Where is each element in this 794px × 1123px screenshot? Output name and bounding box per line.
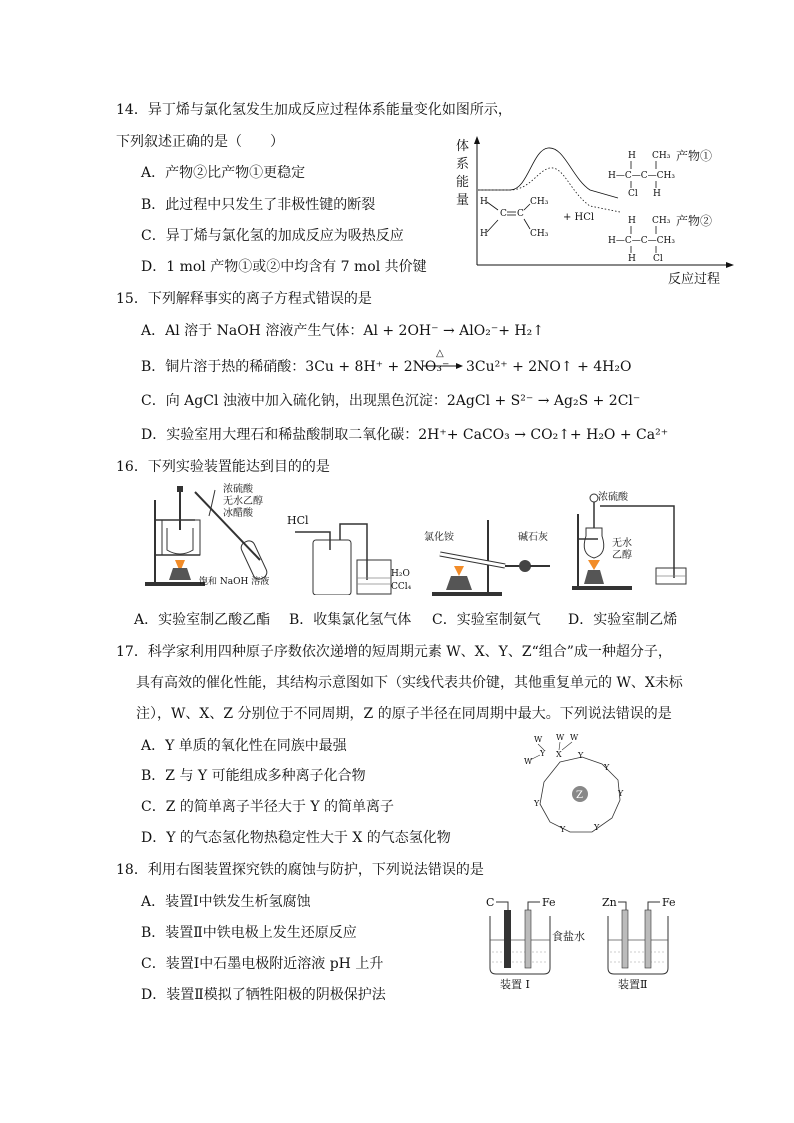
q17-option-d: D．Y 的气态氢化物热稳定性大于 X 的气态氢化物 (141, 830, 451, 846)
svg-text:H: H (628, 254, 636, 264)
y-axis-label-1: 体 (456, 139, 470, 154)
q16-option-c: C．实验室制氨气 (432, 612, 541, 628)
energy-diagram (450, 130, 740, 290)
q14-option-d: D．1 mol 产物①或②中均含有 7 mol 共价键 (141, 259, 427, 275)
apparatus-c (420, 510, 555, 600)
electrode-c-label: C (486, 896, 495, 909)
svg-text:CH₃: CH₃ (530, 197, 549, 207)
label-water-b: H₂O (391, 569, 410, 579)
svg-text:H—C—C—CH₃: H—C—C—CH₃ (608, 236, 675, 246)
corrosion-cells-diagram (480, 890, 690, 990)
electrode-zn-label: Zn (602, 896, 617, 909)
q17-stem-line2: 具有高效的催化性能，其结构示意图如下（实线代表共价键，其他重复单元的 W、X未标 (136, 675, 683, 691)
svg-text:CH₃: CH₃ (652, 151, 671, 161)
salt-water-label: 食盐水 (552, 930, 585, 943)
svg-text:CH₃: CH₃ (530, 229, 549, 239)
svg-text:Cl: Cl (653, 254, 663, 264)
label-ethanol-a: 无水乙醇 (223, 496, 263, 507)
svg-text:Y: Y (618, 789, 624, 798)
svg-text:C: C (517, 209, 524, 219)
svg-text:W: W (570, 733, 579, 742)
label-conc-h2so4-d: 浓硫酸 (598, 492, 628, 503)
ring-center-atom: Z (576, 790, 583, 801)
q17-stem-line1: 17．科学家利用四种原子序数依次递增的短周期元素 W、X、Y、Z“组合”成一种超分子， (116, 644, 672, 660)
q15-option-d: D．实验室用大理石和稀盐酸制取二氧化碳：2H⁺+ CaCO₃ → CO₂↑+ H₂O + Ca²⁺ (141, 427, 669, 443)
svg-text:Cl: Cl (628, 189, 638, 199)
electrode-fe1-label: Fe (542, 896, 556, 909)
svg-text:H—C—C—CH₃: H—C—C—CH₃ (608, 171, 675, 181)
q15-option-c: C．向 AgCl 浊液中加入硫化钠，出现黑色沉淀：2AgCl + S²⁻ → Ag₂S + 2Cl⁻ (141, 393, 641, 409)
q18-option-b: B．装置Ⅱ中铁电极上发生还原反应 (141, 925, 357, 941)
product2-label: 产物② (676, 214, 713, 228)
svg-text:CH₃: CH₃ (652, 216, 671, 226)
q17-option-a: A．Y 单质的氧化性在同族中最强 (141, 738, 347, 754)
device-1-label: 装置 Ⅰ (500, 978, 530, 990)
svg-text:Y: Y (540, 749, 546, 758)
label-acetic-acid-a: 冰醋酸 (223, 508, 253, 519)
q14-option-a: A．产物②比产物①更稳定 (141, 165, 306, 181)
svg-text:H: H (628, 216, 636, 226)
label-naoh-a: 饱和 NaOH 溶液 (199, 577, 270, 587)
q15-stem: 15．下列解释事实的离子方程式错误的是 (116, 291, 372, 307)
q18-stem: 18．利用右图装置探究铁的腐蚀与防护，下列说法错误的是 (116, 862, 484, 878)
svg-text:Y: Y (604, 763, 610, 772)
svg-text:H: H (628, 151, 636, 161)
q17-stem-line3: 注），W、X、Z 分别位于不同周期，Z 的原子半径在同周期中最大。下列说法错误的是 (136, 706, 672, 722)
q16-option-b: B．收集氯化氢气体 (289, 612, 412, 628)
q18-option-d: D．装置Ⅱ模拟了牺牲阳极的阴极保护法 (141, 987, 386, 1003)
supramolecule-diagram (520, 732, 645, 844)
svg-text:C: C (500, 209, 507, 219)
svg-text:Y: Y (560, 825, 566, 834)
svg-text:W: W (524, 757, 533, 766)
svg-text:H: H (653, 189, 661, 199)
y-axis-label-3: 能 (456, 175, 470, 190)
label-ccl4-b: CCl₄ (391, 582, 412, 592)
svg-text:H: H (480, 197, 488, 207)
q18-option-a: A．装置Ⅰ中铁发生析氢腐蚀 (141, 894, 311, 910)
hcl-label: + HCl (563, 212, 595, 223)
x-axis-label: 反应过程 (668, 272, 721, 287)
product1-label: 产物① (676, 149, 713, 163)
q16-stem: 16．下列实验装置能达到目的的是 (116, 459, 330, 475)
label-anhydrous-d: 无水 (612, 538, 632, 549)
label-ethanol-d: 乙醇 (612, 550, 632, 561)
q17-option-b: B．Z 与 Y 可能组成多种离子化合物 (141, 768, 366, 784)
apparatus-d (560, 484, 690, 594)
q14-stem-line2: 下列叙述正确的是（ ） (116, 134, 284, 150)
svg-text:Y: Y (594, 823, 600, 832)
q14-stem-line1: 14．异丁烯与氯化氢发生加成反应过程体系能量变化如图所示， (116, 102, 512, 118)
label-nh4cl-c: 氯化铵 (424, 532, 454, 543)
q15-option-a: A．Al 溶于 NaOH 溶液产生气体：Al + 2OH⁻ → AlO₂⁻+ H₂↑ (141, 323, 544, 339)
svg-text:W: W (556, 733, 565, 742)
y-axis-label-4: 量 (456, 193, 470, 208)
q14-option-c: C．异丁烯与氯化氢的加成反应为吸热反应 (141, 228, 404, 244)
q15-heating-arrow (420, 348, 464, 372)
label-conc-h2so4-a: 浓硫酸 (223, 484, 253, 495)
q16-option-d: D．实验室制乙烯 (568, 612, 678, 628)
q14-option-b: B．此过程中只发生了非极性键的断裂 (141, 197, 376, 213)
svg-text:X: X (556, 750, 562, 759)
svg-text:W: W (534, 735, 543, 744)
y-axis-label-2: 系 (456, 157, 470, 172)
q18-option-c: C．装置Ⅰ中石墨电极附近溶液 pH 上升 (141, 956, 384, 972)
q15-option-b-right: 3Cu²⁺ + 2NO↑ + 4H₂O (466, 359, 632, 375)
q17-option-c: C．Z 的简单离子半径大于 Y 的简单离子 (141, 799, 395, 815)
svg-text:Y: Y (578, 751, 584, 760)
q15-option-b-left: B．铜片溶于热的稀硝酸：3Cu + 8H⁺ + 2NO₃⁻ (141, 359, 450, 375)
heat-symbol: △ (436, 348, 444, 359)
svg-text:H: H (480, 229, 488, 239)
electrode-fe2-label: Fe (662, 896, 676, 909)
apparatus-b (285, 510, 415, 595)
apparatus-a (135, 480, 300, 590)
label-hcl-b: HCl (287, 514, 309, 527)
svg-text:Y: Y (534, 799, 540, 808)
q16-option-a: A．实验室制乙酸乙酯 (134, 612, 271, 628)
label-sodalime-c: 碱石灰 (518, 532, 548, 543)
device-2-label: 装置Ⅱ (618, 978, 648, 990)
